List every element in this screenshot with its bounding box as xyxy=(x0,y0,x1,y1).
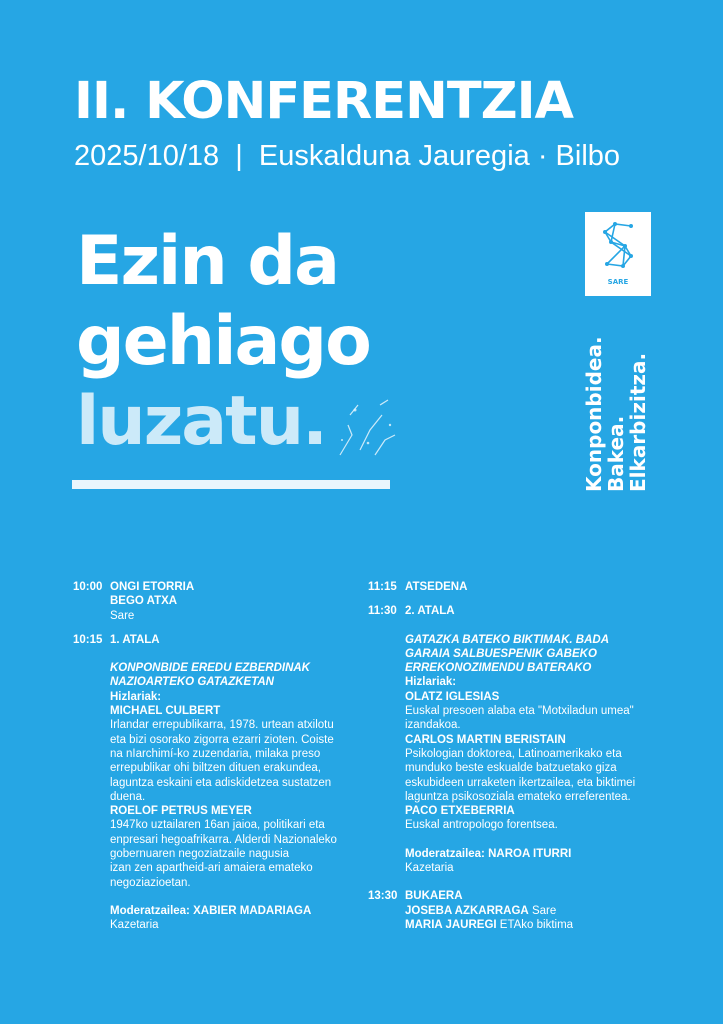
headline xyxy=(76,222,370,462)
session-time: 11:15 xyxy=(368,581,397,593)
speaker-bio: munduko beste eskualde batzuetako giza xyxy=(405,762,617,775)
speaker-bio: gobernuaren negoziatzaile nagusia xyxy=(110,848,290,861)
speaker-name: PACO ETXEBERRIA xyxy=(405,805,515,818)
speaker-name: MICHAEL CULBERT xyxy=(110,705,221,718)
session-part-2 xyxy=(368,604,658,875)
sare-logo xyxy=(585,212,651,296)
logo-label: SARE xyxy=(607,278,629,286)
program-left-column xyxy=(73,580,363,933)
speaker-org: ETAko biktima xyxy=(499,918,574,931)
session-time: 10:15 xyxy=(73,633,103,646)
date-venue: 2025/10/18 | Euskalduna Jauregia · Bilbo xyxy=(74,140,621,172)
tagline xyxy=(583,336,649,492)
session-topic: GATAZKA BATEKO BIKTIMAK. BADA xyxy=(405,633,609,646)
headline-line-1: Ezin da xyxy=(76,222,338,301)
session-break xyxy=(368,580,658,594)
session-topic: NAZIOARTEKO GATAZKETAN xyxy=(110,676,274,689)
speaker-name: JOSEBA AZKARRAGA xyxy=(405,904,529,917)
session-welcome xyxy=(73,580,363,623)
session-closing xyxy=(368,889,658,932)
moderator xyxy=(110,904,363,918)
session-time: 10:00 xyxy=(73,581,103,593)
speaker-bio: enpresari hegoafrikarra. Alderdi Nazionaleko xyxy=(110,833,337,846)
speaker-bio: eta bizi osorako zigorra ezarri zioten. Coiste xyxy=(110,733,334,746)
moderator-label: Moderatzailea: xyxy=(405,847,485,860)
speaker-org: Sare xyxy=(531,904,557,917)
session-time: 13:30 xyxy=(368,890,398,903)
speaker-bio: 1947ko uztailaren 16an jaioa, politikari eta xyxy=(110,819,325,832)
speakers-label: Hizlariak: xyxy=(110,690,162,703)
speaker-bio: duena. xyxy=(110,790,146,803)
headline-line-2: gehiago xyxy=(76,302,370,381)
speaker-bio: Irlandar errepublikarra, 1978. urtean atxilotu xyxy=(110,719,334,732)
headline-underline xyxy=(72,480,390,489)
speaker-name: OLATZ IGLESIAS xyxy=(405,690,500,703)
tagline-line-1: Konponbidea. xyxy=(582,336,606,492)
speaker-bio: Euskal antropologo forentsea. xyxy=(405,819,558,832)
speaker-bio: izan zen apartheid-ari amaiera emateko xyxy=(110,862,313,875)
speaker-bio: Euskal presoen alaba eta "Motxiladun umea" xyxy=(405,705,634,718)
program-right-column xyxy=(368,580,658,932)
speaker-bio: na nIarchimí-ko zuzendaria, milaka preso xyxy=(110,747,321,760)
conference-title: II. KONFERENTZIA xyxy=(74,72,574,131)
session-title: 1. ATALA xyxy=(110,633,160,646)
speaker-name: ROELOF PETRUS MEYER xyxy=(110,805,252,818)
spark-decoration xyxy=(330,395,400,465)
sare-s-logo-icon xyxy=(595,218,641,274)
moderator-role: Kazetaria xyxy=(110,919,159,932)
tagline-line-2: Bakea. xyxy=(604,415,628,492)
moderator-name: XABIER MADARIAGA xyxy=(193,904,312,917)
session-title: BUKAERA xyxy=(405,890,463,903)
tagline-line-3: Elkarbizitza. xyxy=(626,352,650,492)
speakers-label: Hizlariak: xyxy=(405,676,457,689)
session-time: 11:30 xyxy=(368,605,397,618)
session-title: ATSEDENA xyxy=(405,581,468,593)
moderator-name: NAROA ITURRI xyxy=(488,847,572,860)
speaker-bio: negoziazioetan. xyxy=(110,876,191,889)
session-topic: GARAIA SALBUESPENIK GABEKO xyxy=(405,647,597,660)
speaker-org: Sare xyxy=(110,609,135,622)
session-title: ONGI ETORRIA xyxy=(110,581,195,593)
speaker-name: BEGO ATXA xyxy=(110,595,178,608)
closing-speaker xyxy=(405,918,658,932)
speaker-name: CARLOS MARTIN BERISTAIN xyxy=(405,733,566,746)
moderator-role: Kazetaria xyxy=(405,862,454,875)
speaker-name: MARIA JAUREGI xyxy=(405,918,497,931)
speaker-bio: laguntza eskaini eta adiskidetzea sustatzen xyxy=(110,776,332,789)
speaker-bio: eskubideen urraketen ikertzailea, eta biktimei xyxy=(405,776,636,789)
session-part-1 xyxy=(73,633,363,933)
moderator-label: Moderatzailea: xyxy=(110,904,190,917)
headline-line-3: luzatu. xyxy=(76,382,326,461)
speaker-bio: laguntza psikosoziala emateko erreferentea. xyxy=(405,790,631,803)
session-title: 2. ATALA xyxy=(405,605,455,618)
speaker-bio: errepublikar ohi biltzen dituen erakundea, xyxy=(110,762,321,775)
speaker-bio: izandakoa. xyxy=(405,719,461,732)
session-topic: KONPONBIDE EREDU EZBERDINAK xyxy=(110,662,310,675)
closing-speaker xyxy=(405,904,658,918)
moderator xyxy=(405,847,658,861)
speaker-bio: Psikologian doktorea, Latinoamerikako eta xyxy=(405,747,622,760)
session-topic: ERREKONOZIMENDU BATERAKO xyxy=(405,662,592,675)
